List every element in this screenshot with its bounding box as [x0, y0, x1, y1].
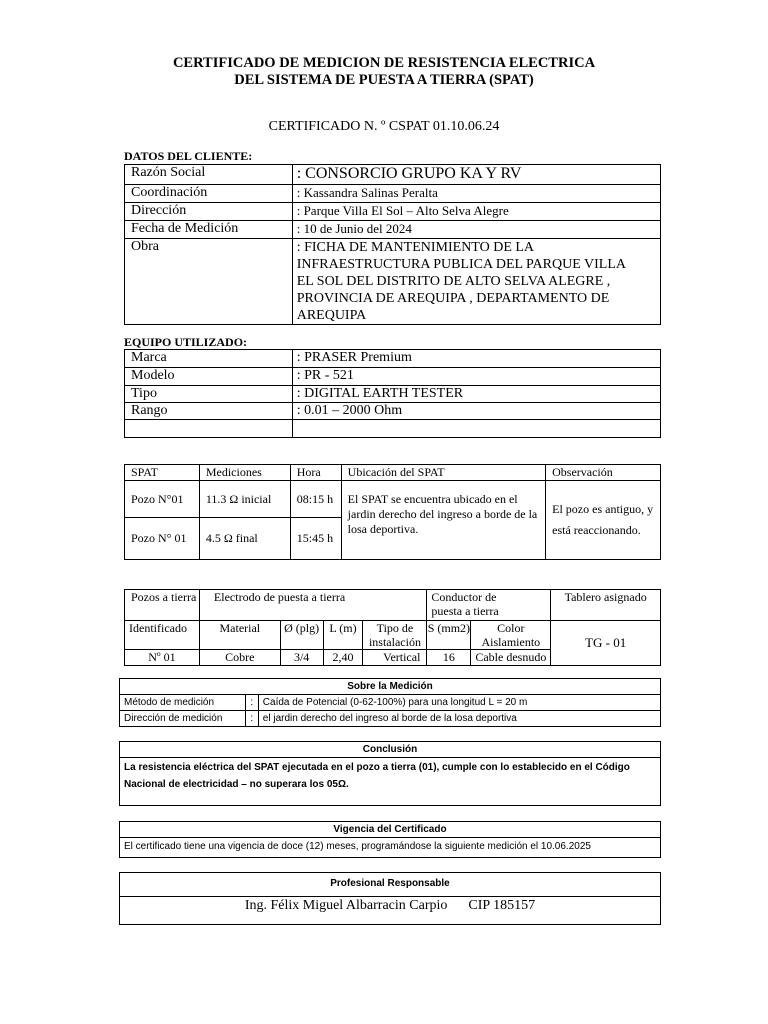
col-header-hora: Hora	[290, 465, 341, 481]
client-value: : 10 de Junio del 2024	[292, 221, 660, 239]
equipment-value: : PR - 521	[292, 368, 660, 386]
header-electrodo: Electrodo de puesta a tierra	[199, 590, 427, 621]
sub-color: Color Aislamiento	[471, 621, 551, 650]
about-title-row	[120, 679, 661, 695]
measurements-table	[124, 464, 661, 560]
about-table	[119, 678, 661, 727]
equipment-label: Rango	[125, 403, 293, 420]
document-title-line1: CERTIFICADO DE MEDICION DE RESISTENCIA ELECTRICA	[172, 55, 596, 71]
equipment-label	[125, 420, 293, 438]
client-label: Obra	[125, 239, 293, 325]
certificate-number: CERTIFICADO N. º CSPAT 01.10.06.24	[268, 119, 500, 134]
val-color: Cable desnudo	[471, 650, 551, 666]
sub-diameter: Ø (plg)	[280, 621, 323, 650]
professional-title: Profesional Responsable	[120, 873, 660, 897]
client-label: Dirección	[125, 203, 293, 221]
measurements-header-row	[125, 465, 661, 481]
val-diameter: 3/4	[280, 650, 323, 666]
col-header-ubicacion: Ubicación del SPAT	[341, 465, 545, 481]
col-header-mediciones: Mediciones	[199, 465, 290, 481]
conclusion-box	[119, 741, 661, 806]
client-label: Razón Social	[125, 165, 293, 185]
client-value: : Kassandra Salinas Peralta	[292, 185, 660, 203]
client-value: : FICHA DE MANTENIMIENTO DE LA INFRAESTRUCTURA PUBLICA DEL PARQUE VILLA EL SOL DEL DISTRITO DE ALTO SELVA ALEGRE , PROVINCIA DE AREQUIPA , DEPARTAMENTO DE AREQUIPA	[292, 239, 660, 325]
about-value: Caída de Potencial (0-62-100%) para una longitud L = 20 m	[258, 695, 660, 711]
about-row	[120, 695, 661, 711]
equipment-row	[125, 350, 661, 368]
conclusion-title: Conclusión	[120, 742, 660, 758]
sub-length: L (m)	[323, 621, 363, 650]
val-section: 16	[427, 650, 471, 666]
hora-cell: 08:15 h	[290, 481, 341, 518]
electrode-table	[124, 589, 661, 666]
header-tablero: Tablero asignado	[551, 590, 661, 621]
observacion-cell: El pozo es antiguo, y está reaccionando.	[546, 481, 661, 560]
professional-name: Ing. Félix Miguel Albarracin Carpio	[244, 898, 448, 913]
client-label: Fecha de Medición	[125, 221, 293, 239]
client-row	[125, 185, 661, 203]
validity-box	[119, 821, 661, 858]
hora-cell: 15:45 h	[290, 518, 341, 560]
document-title-line2: DEL SISTEMA DE PUESTA A TIERRA (SPAT)	[234, 72, 534, 88]
equipment-label: Marca	[125, 350, 293, 368]
client-row	[125, 165, 661, 185]
val-tipo: Vertical	[363, 650, 427, 666]
medicion-cell: 11.3 Ω inicial	[199, 481, 290, 518]
spat-cell: Pozo N°01	[125, 481, 200, 518]
equipment-row	[125, 368, 661, 386]
col-header-observacion: Observación	[546, 465, 661, 481]
validity-text: El certificado tiene una vigencia de doce (12) meses, programándose la siguiente medición el 10.06.2025	[124, 841, 591, 852]
client-row	[125, 203, 661, 221]
val-length: 2,40	[323, 650, 363, 666]
professional-cip: CIP 185157	[468, 898, 536, 913]
client-label: Coordinación	[125, 185, 293, 203]
client-table	[124, 164, 661, 325]
about-separator: :	[245, 711, 258, 727]
medicion-cell: 4.5 Ω final	[199, 518, 290, 560]
equipment-section-title: EQUIPO UTILIZADO:	[124, 335, 248, 349]
equipment-label: Tipo	[125, 386, 293, 403]
client-row	[125, 239, 661, 325]
equipment-value	[292, 420, 660, 438]
header-pozos: Pozos a tierra	[125, 590, 200, 621]
about-title: Sobre la Medición	[120, 679, 661, 695]
val-identificado: Nº 01	[125, 650, 200, 666]
about-value: el jardin derecho del ingreso al borde de la losa deportiva	[258, 711, 660, 727]
equipment-row	[125, 386, 661, 403]
professional-box	[119, 872, 661, 925]
about-separator: :	[245, 695, 258, 711]
client-value: : Parque Villa El Sol – Alto Selva Alegre	[292, 203, 660, 221]
professional-signature	[120, 897, 660, 914]
sub-identificado: Identificado	[125, 621, 200, 650]
about-row	[120, 711, 661, 727]
sub-material: Material	[199, 621, 280, 650]
sub-tipo: Tipo de instalación	[363, 621, 427, 650]
equipment-row	[125, 420, 661, 438]
about-label: Dirección de medición	[120, 711, 246, 727]
equipment-table	[124, 349, 661, 438]
about-label: Método de medición	[120, 695, 246, 711]
validity-title: Vigencia del Certificado	[120, 822, 660, 838]
equipment-label: Modelo	[125, 368, 293, 386]
measurement-row	[125, 481, 661, 518]
client-row	[125, 221, 661, 239]
header-conductor: Conductor de puesta a tierra	[427, 590, 551, 621]
electrode-header-row	[125, 590, 661, 621]
conclusion-text: La resistencia eléctrica del SPAT ejecutada en el pozo a tierra (01), cumple con lo establecido en el Código Nacional de electricidad – no superara los 05Ω.	[124, 762, 630, 790]
col-header-spat: SPAT	[125, 465, 200, 481]
client-section-title: DATOS DEL CLIENTE:	[124, 149, 253, 163]
equipment-value: : PRASER Premium	[292, 350, 660, 368]
ubicacion-cell: El SPAT se encuentra ubicado en el jardin derecho del ingreso a borde de la losa deportiva.	[341, 481, 545, 560]
equipment-value: : 0.01 – 2000 Ohm	[292, 403, 660, 420]
sub-section: S (mm2)	[427, 621, 471, 650]
spat-cell: Pozo N° 01	[125, 518, 200, 560]
client-value: : CONSORCIO GRUPO KA Y RV	[292, 165, 660, 185]
equipment-row	[125, 403, 661, 420]
electrode-subheader-row	[125, 621, 661, 650]
equipment-value: : DIGITAL EARTH TESTER	[292, 386, 660, 403]
tablero-value: TG - 01	[551, 621, 661, 666]
val-material: Cobre	[199, 650, 280, 666]
